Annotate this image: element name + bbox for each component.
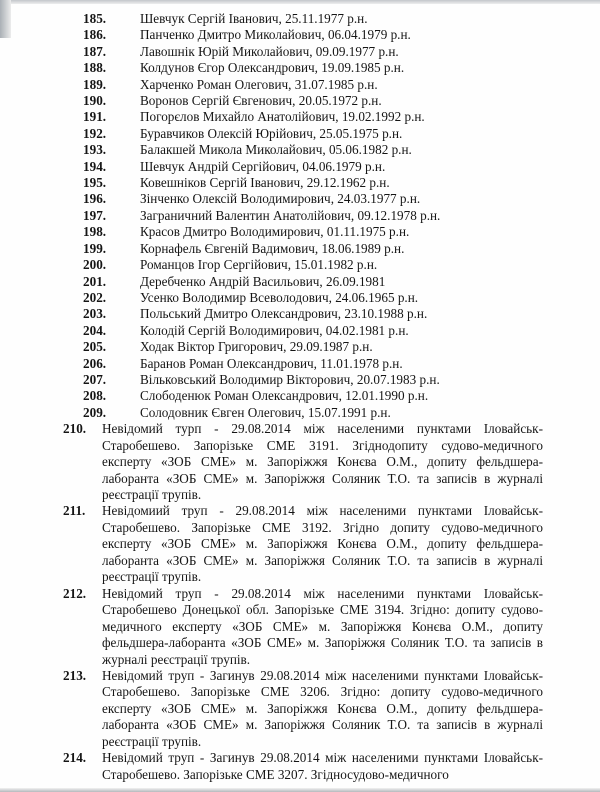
item-number: 203. bbox=[83, 306, 107, 322]
list-item bbox=[0, 750, 600, 783]
item-number: 214. bbox=[63, 750, 87, 766]
item-text: Воронов Сергій Євгенович, 20.05.1972 р.н. bbox=[140, 93, 382, 109]
item-text: Заграничний Валентин Анатолійович, 09.12.1978 р.н. bbox=[140, 207, 441, 223]
item-number: 189. bbox=[83, 76, 107, 92]
item-text: Шевчук Андрій Сергійович, 04.06.1979 р.н. bbox=[140, 158, 386, 174]
item-number: 194. bbox=[83, 158, 107, 174]
item-text: Романцов Ігор Сергійович, 15.01.1982 р.н. bbox=[140, 257, 378, 273]
item-number: 200. bbox=[83, 257, 107, 273]
list-item bbox=[0, 372, 600, 388]
item-number: 211. bbox=[63, 503, 86, 519]
name-list bbox=[0, 11, 600, 421]
scan-edge-top bbox=[0, 0, 600, 4]
item-text: Балакшей Микола Миколайович, 05.06.1982 р.н. bbox=[140, 142, 412, 158]
item-text: Зінченко Олексій Володимирович, 24.03.1977 р.н. bbox=[140, 191, 421, 207]
list-item bbox=[0, 93, 600, 109]
item-text: Баранов Роман Олександрович, 11.01.1978 р.н. bbox=[140, 355, 403, 371]
item-number: 186. bbox=[83, 27, 107, 43]
list-item bbox=[0, 159, 600, 175]
list-item bbox=[0, 11, 600, 27]
item-number: 205. bbox=[83, 339, 107, 355]
list-item bbox=[0, 44, 600, 60]
list-item bbox=[0, 142, 600, 158]
item-number: 210. bbox=[63, 421, 87, 437]
document-body bbox=[0, 11, 600, 783]
item-text: Невідомий труп - Загинув 29.08.2014 між населеними пунктами Іловайськ-Старобешево. Запорізьке СМЕ 3206. Згідно: допиту судово-медичного експерту «ЗОБ СМЕ» м. Запоріжжя Конєва О.М., допиту фельдшера-лаборанта «ЗОБ СМЕ» м. Запоріжжя Соляник Т.О. та записів в журналі реєстрації трупів. bbox=[102, 667, 543, 749]
item-number: 208. bbox=[83, 388, 107, 404]
item-number: 201. bbox=[83, 273, 107, 289]
item-text: Ковешніков Сергій Іванович, 29.12.1962 р.н. bbox=[140, 175, 390, 191]
item-text: Слободенюк Роман Олександрович, 12.01.1990 р.н. bbox=[140, 388, 429, 404]
item-text: Лавошнік Юрій Миколайович, 09.09.1977 р.н. bbox=[140, 43, 399, 59]
list-item bbox=[0, 356, 600, 372]
list-item bbox=[0, 257, 600, 273]
item-text: Невідомий труп - 29.08.2014 між населеними пунктами Іловайськ-Старобешево Донецької обл. Запорізьке СМЕ 3194. Згідно: допиту судово-медичного експерту «ЗОБ СМЕ» м. Запоріжжя Конєва О.М., допиту фельдшера-лаборанта «ЗОБ СМЕ» м. Запоріжжя Соляник Т.О. та записів в журналі реєстрації трупів. bbox=[102, 585, 543, 667]
item-number: 185. bbox=[83, 11, 107, 26]
list-item bbox=[0, 224, 600, 240]
item-number: 209. bbox=[83, 404, 107, 420]
item-text: Усенко Володимир Всеволодович, 24.06.1965 р.н. bbox=[140, 289, 419, 305]
item-number: 195. bbox=[83, 175, 107, 191]
list-item bbox=[0, 339, 600, 355]
list-item bbox=[0, 274, 600, 290]
item-number: 187. bbox=[83, 43, 107, 59]
item-number: 206. bbox=[83, 355, 107, 371]
list-item bbox=[0, 77, 600, 93]
item-text: Колодій Сергій Володимирович, 04.02.1981 р.н. bbox=[140, 322, 409, 338]
list-item bbox=[0, 668, 600, 750]
list-item bbox=[0, 60, 600, 76]
item-number: 204. bbox=[83, 322, 107, 338]
list-item bbox=[0, 421, 600, 503]
item-text: Деребченко Андрій Васильович, 26.09.1981 bbox=[140, 273, 386, 289]
list-item bbox=[0, 175, 600, 191]
list-item bbox=[0, 323, 600, 339]
list-item bbox=[0, 109, 600, 125]
item-number: 198. bbox=[83, 224, 107, 240]
item-number: 196. bbox=[83, 191, 107, 207]
list-item bbox=[0, 208, 600, 224]
list-item bbox=[0, 241, 600, 257]
item-text: Вільковський Володимир Вікторович, 20.07.1983 р.н. bbox=[140, 371, 440, 387]
item-text: Корнафель Євгеній Вадимович, 18.06.1989 р.н. bbox=[140, 240, 405, 256]
item-number: 193. bbox=[83, 142, 107, 158]
item-number: 197. bbox=[83, 207, 107, 223]
item-text: Шевчук Сергій Іванович, 25.11.1977 р.н. bbox=[140, 11, 368, 26]
item-text: Польський Дмитро Олександрович, 23.10.1988 р.н. bbox=[140, 306, 428, 322]
item-number: 207. bbox=[83, 371, 107, 387]
list-item bbox=[0, 586, 600, 668]
item-text: Панченко Дмитро Миколайович, 06.04.1979 р.н. bbox=[140, 27, 411, 43]
list-item bbox=[0, 388, 600, 404]
list-item bbox=[0, 290, 600, 306]
scan-edge-bottom bbox=[0, 788, 600, 792]
item-number: 190. bbox=[83, 93, 107, 109]
item-number: 192. bbox=[83, 125, 107, 141]
item-number: 212. bbox=[63, 585, 87, 601]
item-text: Невідомий труп - Загинув 29.08.2014 між населеними пунктами Іловайськ-Старобешево. Запорізьке СМЕ 3207. Згідносудово-медичного bbox=[102, 750, 543, 782]
item-number: 191. bbox=[83, 109, 107, 125]
item-number: 188. bbox=[83, 60, 107, 76]
item-text: Невідомиий труп - 29.08.2014 між населеними пунктами Іловайськ-Старобешево. Запорізьке СМЕ 3192. Згідно допиту судово-медичного експерту «ЗОБ СМЕ» м. Запоріжжя Конєва О.М., допиту фельдшера-лаборанта «ЗОБ СМЕ» м. Запоріжжя Соляник Т.О. та записів в журналі реєстрації трупів. bbox=[102, 503, 543, 585]
item-text: Солодовник Євген Олегович, 15.07.1991 р.н. bbox=[140, 404, 391, 420]
item-number: 213. bbox=[63, 667, 87, 683]
item-number: 199. bbox=[83, 240, 107, 256]
item-text: Невідомий турп - 29.08.2014 між населеними пунктами Іловайськ-Старобешево. Запорізьке СМЕ 3191. Згіднодопиту судово-медичного експерту «ЗОБ СМЕ» м. Запоріжжя Конєва О.М., допиту фельдшера-лаборанта «ЗОБ СМЕ» м. Запоріжжя Соляник Т.О. та записів в журналі реєстрації трупів. bbox=[102, 421, 543, 502]
list-item bbox=[0, 405, 600, 421]
item-number: 202. bbox=[83, 289, 107, 305]
list-item bbox=[0, 126, 600, 142]
list-item bbox=[0, 191, 600, 207]
item-text: Колдунов Єгор Олександрович, 19.09.1985 р.н. bbox=[140, 60, 405, 76]
item-text: Красов Дмитро Володимирович, 01.11.1975 р.н. bbox=[140, 224, 410, 240]
list-item bbox=[0, 503, 600, 585]
list-item bbox=[0, 306, 600, 322]
list-item bbox=[0, 27, 600, 43]
item-text: Харченко Роман Олегович, 31.07.1985 р.н. bbox=[140, 76, 378, 92]
item-text: Ходак Віктор Григорович, 29.09.1987 р.н. bbox=[140, 339, 373, 355]
unidentified-body-list bbox=[0, 421, 600, 783]
item-text: Погорєлов Михайло Анатолійович, 19.02.1992 р.н. bbox=[140, 109, 425, 125]
item-text: Буравчиков Олексій Юрійович, 25.05.1975 р.н. bbox=[140, 125, 403, 141]
